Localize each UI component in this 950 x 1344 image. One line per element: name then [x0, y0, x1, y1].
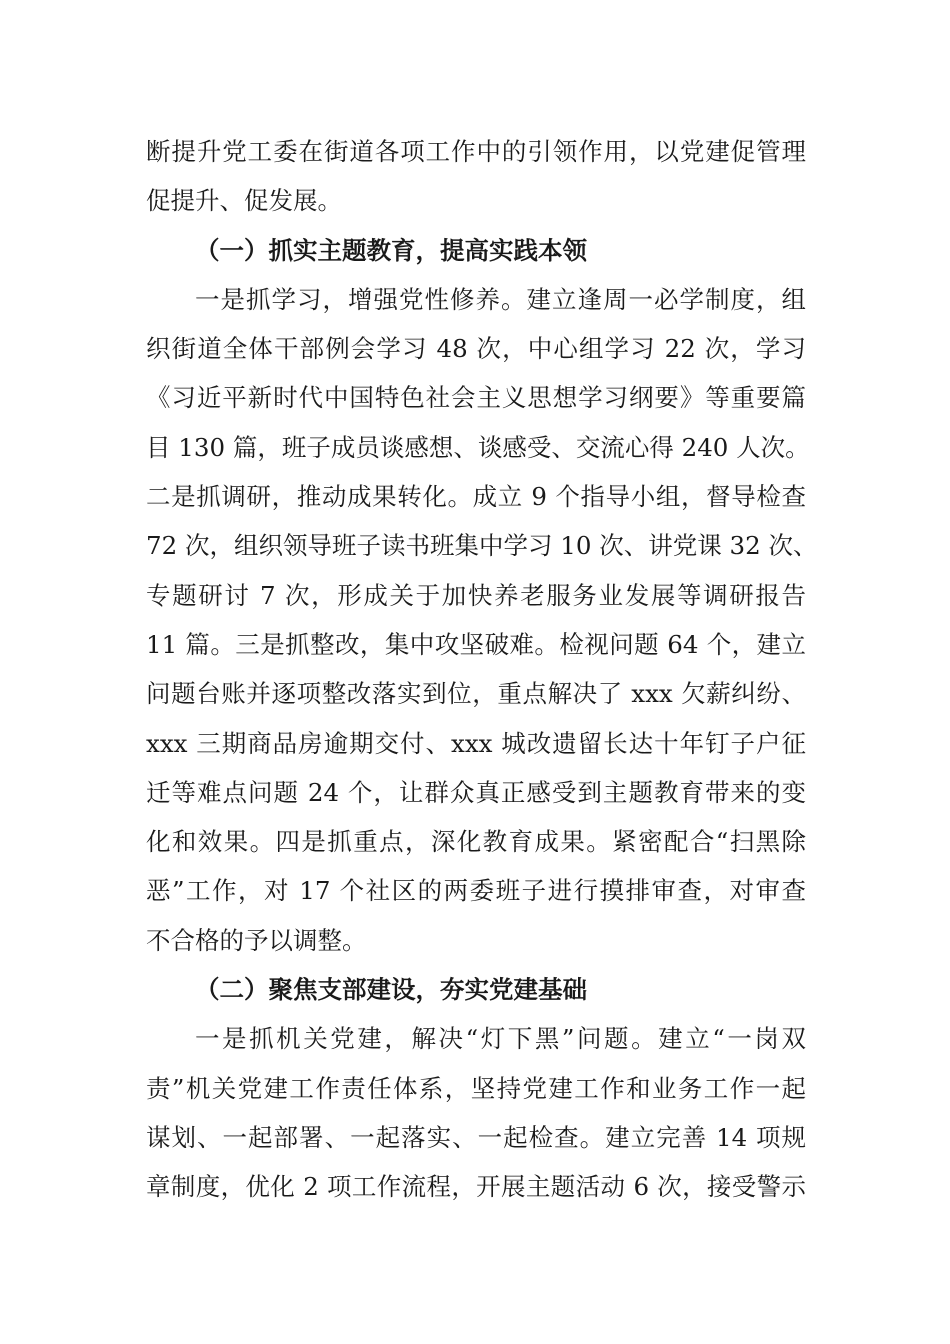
- paragraph-first-line: 一是抓机关党建，解决“灯下黑”问题。建立“一岗双: [195, 1024, 806, 1054]
- body-text-line: 谋划、一起部署、一起落实、一起检查。建立完善 14 项规: [146, 1122, 806, 1152]
- document-body: [146, 127, 818, 1212]
- body-text-line: 章制度，优化 2 项工作流程，开展主题活动 6 次，接受警示: [146, 1172, 806, 1202]
- body-text-line: 责”机关党建工作责任体系，坚持党建工作和业务工作一起: [146, 1073, 806, 1103]
- body-text-line: 目 130 篇，班子成员谈感想、谈感受、交流心得 240 人次。: [146, 432, 810, 462]
- body-text-line: 问题台账并逐项整改落实到位，重点解决了 xxx 欠薪纠纷、: [146, 679, 806, 709]
- body-text-line: 织街道全体干部例会学习 48 次，中心组学习 22 次，学习: [146, 334, 806, 364]
- body-text-line: 化和效果。四是抓重点，深化教育成果。紧密配合“扫黑除: [146, 827, 806, 857]
- body-text-line: xxx 三期商品房逾期交付、xxx 城改遗留长达十年钉子户征: [146, 728, 806, 758]
- body-text-line: 《习近平新时代中国特色社会主义思想学习纲要》等重要篇: [146, 383, 806, 413]
- body-text-line: 不合格的予以调整。: [146, 925, 367, 955]
- body-text-line: 二是抓调研，推动成果转化。成立 9 个指导小组，督导检查: [146, 482, 806, 512]
- paragraph-first-line: 一是抓学习，增强党性修养。建立逢周一必学制度，组: [195, 284, 806, 314]
- section-heading-1: （一）抓实主题教育，提高实践本领: [195, 235, 587, 265]
- body-text-line: 专题研讨 7 次，形成关于加快养老服务业发展等调研报告: [146, 580, 806, 610]
- body-text-line: 迁等难点问题 24 个，让群众真正感受到主题教育带来的变: [146, 777, 806, 807]
- body-text-line: 断提升党工委在街道各项工作中的引领作用，以党建促管理: [146, 137, 806, 166]
- body-text-line: 促提升、促发展。: [146, 186, 342, 216]
- section-heading-2: （二）聚焦支部建设，夯实党建基础: [195, 975, 587, 1005]
- body-text-line: 11 篇。三是抓整改，集中攻坚破难。检视问题 64 个，建立: [146, 629, 806, 659]
- body-text-line: 恶”工作，对 17 个社区的两委班子进行摸排审查，对审查: [146, 876, 806, 906]
- body-text-line: 72 次，组织领导班子读书班集中学习 10 次、讲党课 32 次、: [146, 531, 818, 561]
